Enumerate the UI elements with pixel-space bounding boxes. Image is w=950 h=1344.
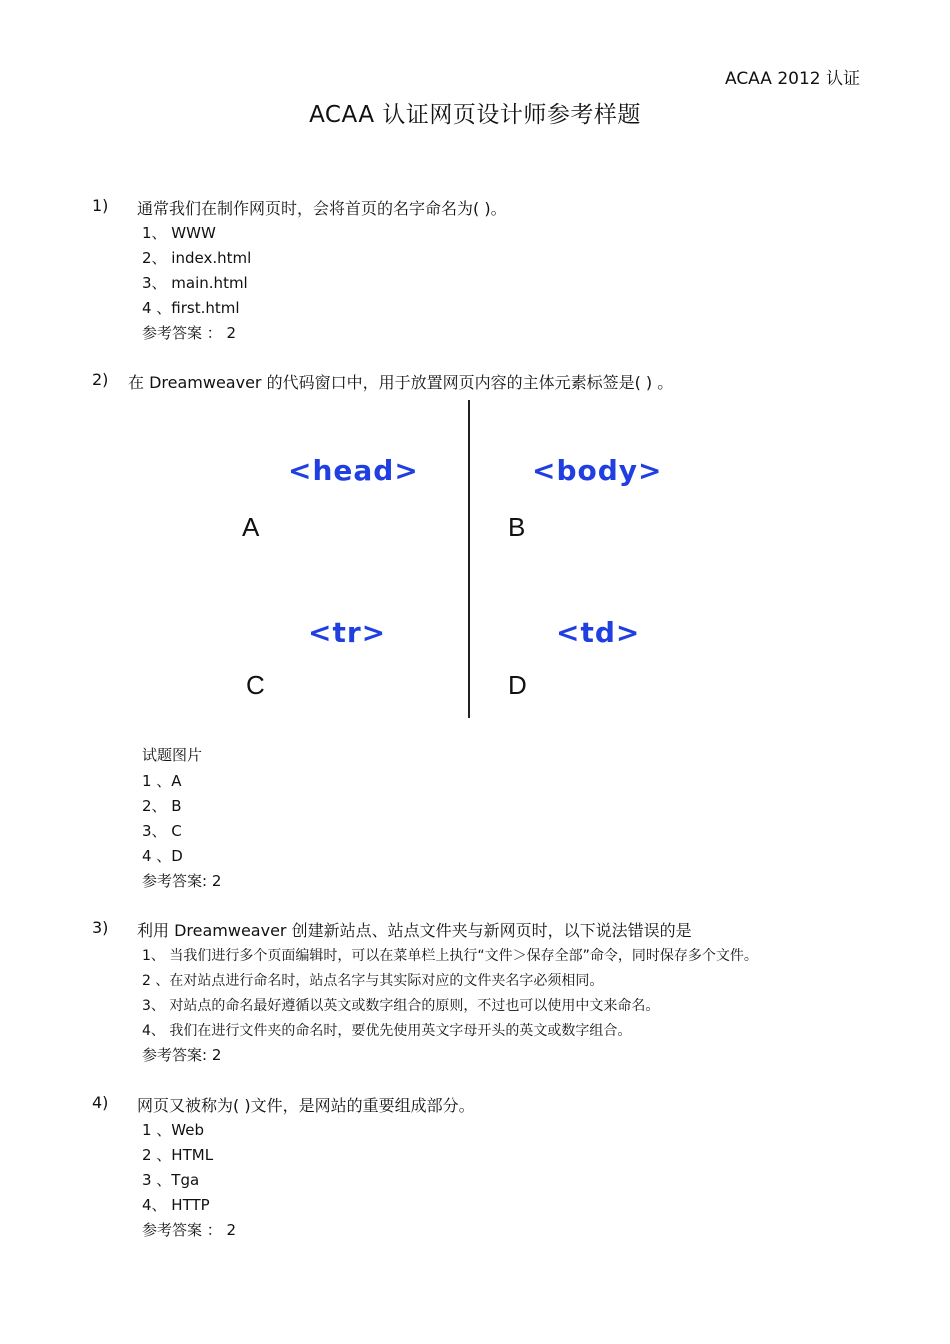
option-4: 4 、first.html	[142, 299, 240, 317]
question-text: 通常我们在制作网页时，会将首页的名字命名为( )。	[137, 199, 507, 218]
option-2: 2、 index.html	[142, 249, 252, 267]
figure-divider	[468, 400, 470, 718]
option-letter-d: D	[508, 670, 527, 700]
option-letter-c: C	[246, 670, 265, 700]
question-number: 1)	[92, 196, 109, 215]
option-4: 4 、D	[142, 847, 183, 865]
option-1: 1、 当我们进行多个页面编辑时，可以在菜单栏上执行“文件＞保存全部”命令，同时保存多个文件。	[142, 948, 758, 964]
option-2: 2 、在对站点进行命名时，站点名字与其实际对应的文件夹名字必须相同。	[142, 973, 604, 989]
question-text: 网页又被称为( )文件，是网站的重要组成部分。	[137, 1096, 475, 1115]
tag-tr: <tr>	[308, 616, 387, 649]
option-letter-a: A	[242, 512, 260, 542]
option-4: 4、 HTTP	[142, 1196, 210, 1214]
tag-head: <head>	[288, 454, 419, 487]
question-text: 利用 Dreamweaver 创建新站点、站点文件夹与新网页时，以下说法错误的是	[137, 921, 692, 940]
option-3: 3、 对站点的命名最好遵循以英文或数字组合的原则，不过也可以使用中文来命名。	[142, 998, 660, 1014]
option-1: 1 、Web	[142, 1121, 205, 1139]
tag-body: <body>	[532, 454, 663, 487]
question-number: 3)	[92, 918, 109, 937]
option-1: 1 、A	[142, 772, 182, 790]
question-text: 在 Dreamweaver 的代码窗口中，用于放置网页内容的主体元素标签是( ) 。	[128, 373, 674, 392]
tag-td: <td>	[556, 616, 641, 649]
option-3: 3、 main.html	[142, 274, 248, 292]
question-number: 4)	[92, 1093, 109, 1112]
option-3: 3、 C	[142, 822, 182, 840]
option-1: 1、 WWW	[142, 224, 216, 242]
header-label: ACAA 2012 认证	[724, 69, 860, 89]
option-2: 2 、HTML	[142, 1146, 214, 1164]
answer: 参考答案 ： 2	[142, 324, 237, 342]
option-letter-b: B	[508, 512, 526, 542]
figure-caption: 试题图片	[142, 746, 203, 764]
answer: 参考答案: 2	[142, 872, 222, 890]
page-title: ACAA 认证网页设计师参考样题	[309, 102, 641, 128]
option-4: 4、 我们在进行文件夹的命名时，要优先使用英文字母开头的英文或数字组合。	[142, 1023, 632, 1039]
answer: 参考答案: 2	[142, 1046, 222, 1064]
question-number: 2)	[92, 370, 109, 389]
option-3: 3 、Tga	[142, 1171, 200, 1189]
answer: 参考答案 ： 2	[142, 1221, 237, 1239]
question-figure	[240, 400, 680, 718]
option-2: 2、 B	[142, 797, 182, 815]
